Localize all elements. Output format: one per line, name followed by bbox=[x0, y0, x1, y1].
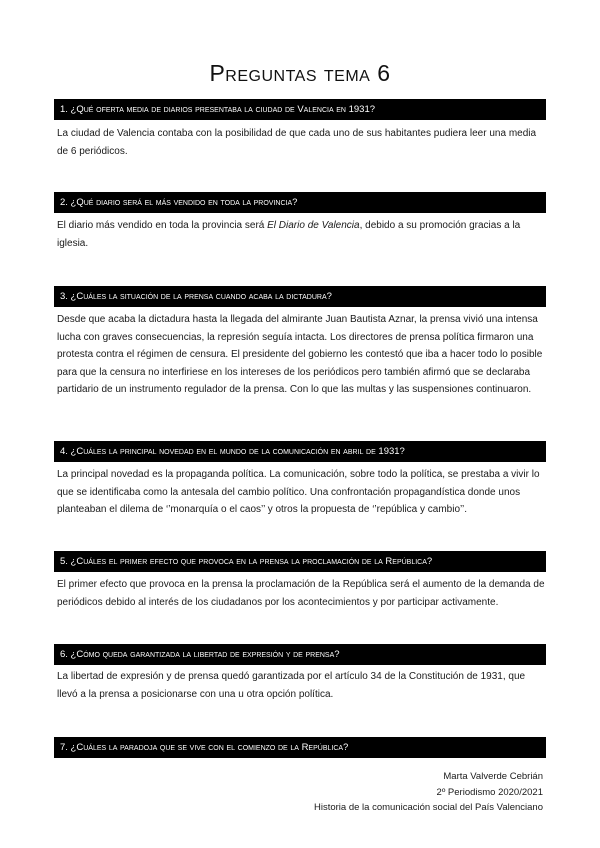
question-7-header: 7. ¿Cuáles la paradoja que se vive con el comienzo de la República? bbox=[54, 737, 546, 758]
answer-2-text-end: , debido a su promoción gracias a la iglesia. bbox=[57, 220, 521, 249]
question-3-header: 3. ¿Cuáles la situación de la prensa cuando acaba la dictadura? bbox=[54, 286, 546, 307]
question-1-header: 1. ¿Qué oferta media de diarios presentaba la ciudad de Valencia en 1931? bbox=[54, 99, 546, 120]
author-subject: Historia de la comunicación social del País Valenciano bbox=[313, 802, 543, 813]
answer-4: La principal novedad es la propaganda política. La comunicación, sobre todo la política, se prestaba a vivir lo que se identificaba como la antesala del cambio político. Una confrontación propagandística donde unos planteaban el dilema de ‘’monarquía o el caos’’ y otros la propuesta de ‘’república y cambio’’. bbox=[57, 469, 540, 516]
page-title: Preguntas tema 6 bbox=[209, 60, 391, 86]
question-6-header: 6. ¿Cómo queda garantizada la libertad de expresión y de prensa? bbox=[54, 644, 546, 665]
question-5-header: 5. ¿Cuáles el primer efecto que provoca en la prensa la proclamación de la República? bbox=[54, 551, 546, 572]
answer-5: El primer efecto que provoca en la prensa la proclamación de la República será el aumento de la demanda de periódicos debido al interés de los ciudadanos por los acontecimientos y por participar activamente. bbox=[57, 579, 545, 608]
author-signature-block bbox=[314, 769, 543, 816]
answer-6: La libertad de expresión y de prensa quedó garantizada por el artículo 34 de la Constitución de 1931, que llevó a la prensa a posicionarse con una u otra opción política. bbox=[57, 671, 526, 700]
answer-2-newspaper-title: El Diario de Valencia bbox=[267, 220, 360, 231]
answer-2 bbox=[57, 217, 547, 252]
question-4-header: 4. ¿Cuáles la principal novedad en el mundo de la comunicación en abril de 1931? bbox=[54, 441, 546, 462]
author-course: 2º Periodismo 2020/2021 bbox=[436, 786, 543, 798]
answer-3: Desde que acaba la dictadura hasta la llegada del almirante Juan Bautista Aznar, la prensa vivió una intensa lucha con graves consecuencias, la represión seguía intacta. Los directores de prensa política firmaron una protesta contra el régimen de censura. El presidente del gobierno les contestó que iba a hacer todo lo posible para que la censura no interfiriese en los intereses de los periódicos pero también afirmó que se declaraba partidario de un instrumento regulador de la prensa. Con lo que las multas y las suspensiones continuaron. bbox=[57, 314, 543, 396]
answer-2-text-start: El diario más vendido en toda la provincia será bbox=[57, 220, 268, 231]
answer-1: La ciudad de Valencia contaba con la posibilidad de que cada uno de sus habitantes pudiera leer una media de 6 periódicos. bbox=[57, 128, 537, 157]
question-2-header: 2. ¿Qué diario será el más vendido en toda la provincia? bbox=[54, 192, 546, 213]
author-name: Marta Valverde Cebrián bbox=[443, 771, 543, 782]
